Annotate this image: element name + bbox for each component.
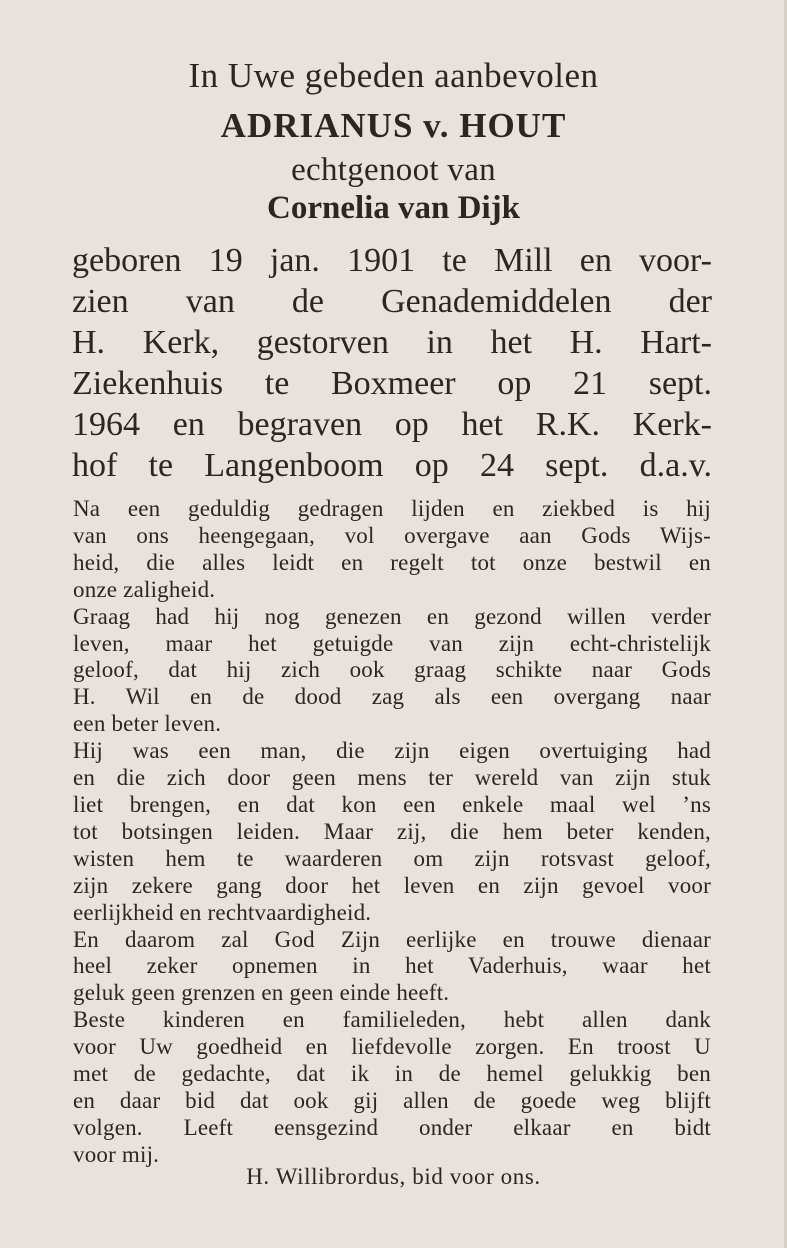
eulogy-line: H. Wil en de dood zag als een overgang naar (73, 684, 711, 710)
biography-paragraph (72, 240, 712, 486)
eulogy-line: volgen. Leeft eensgezind onder elkaar en bidt (73, 1114, 711, 1140)
eulogy-line: en die zich door geen mens ter wereld van zijn stuk (73, 765, 711, 791)
eulogy-line: Beste kinderen en familieleden, hebt allen dank (73, 1007, 711, 1033)
deceased-name: ADRIANUS v. HOUT (220, 106, 567, 145)
bio-line: 1964 en begraven op het R.K. Kerk- (72, 406, 712, 443)
bio-line: hof te Langenboom op 24 sept. d.a.v. (72, 447, 712, 484)
bio-line: geboren 19 jan. 1901 te Mill en voor- (72, 242, 712, 279)
bio-line: zien van de Genademiddelen der (72, 283, 712, 320)
relation-line: echtgenoot van (291, 152, 496, 188)
eulogy-line: voor Uw goedheid en liefdevolle zorgen. En troost U (73, 1034, 711, 1060)
eulogy-line: zijn zekere gang door het leven en zijn gevoel voor (73, 872, 711, 898)
eulogy-line: geluk geen grenzen en geen einde heeft. (73, 980, 450, 1006)
intro-line: In Uwe gebeden aanbevolen (188, 56, 599, 95)
bio-line: H. Kerk, gestorven in het H. Hart- (72, 324, 712, 361)
eulogy-line: en daar bid dat ook gij allen de goede weg blijft (73, 1087, 711, 1113)
eulogy-line: heid, die alles leidt en regelt tot onze bestwil en (73, 549, 711, 575)
bio-line: Ziekenhuis te Boxmeer op 21 sept. (72, 365, 712, 402)
eulogy-line: een beter leven. (73, 711, 222, 737)
eulogy-line: voor mij. (73, 1141, 160, 1167)
eulogy-line: wisten hem te waarderen om zijn rotsvast geloof, (73, 845, 711, 871)
eulogy-line: Na een geduldig gedragen lijden en ziekbed is hij (73, 496, 711, 521)
eulogy-line: liet brengen, en dat kon een enkele maal wel ’ns (73, 791, 711, 817)
spouse-name: Cornelia van Dijk (266, 190, 520, 226)
closing-prayer: H. Willibrordus, bid voor ons. (246, 1164, 541, 1189)
eulogy-line: heel zeker opnemen in het Vaderhuis, waar het (73, 953, 711, 979)
eulogy-line: eerlijkheid en rechtvaardigheid. (73, 899, 372, 925)
eulogy-line: Graag had hij nog genezen en gezond willen verder (73, 603, 711, 629)
eulogy-line: Hij was een man, die zijn eigen overtuiging had (73, 738, 711, 764)
eulogy-text (73, 496, 711, 1169)
eulogy-line: En daarom zal God Zijn eerlijke en trouwe dienaar (73, 926, 711, 952)
eulogy-line: tot botsingen leiden. Maar zij, die hem beter kenden, (73, 818, 711, 844)
eulogy-line: van ons heengegaan, vol overgave aan Gods Wijs- (73, 522, 711, 548)
eulogy-line: leven, maar het getuigde van zijn echt-christelijk (73, 630, 711, 656)
eulogy-line: geloof, dat hij zich ook graag schikte naar Gods (73, 657, 711, 683)
eulogy-line: onze zaligheid. (73, 576, 216, 602)
eulogy-line: met de gedachte, dat ik in de hemel gelukkig ben (73, 1061, 711, 1087)
